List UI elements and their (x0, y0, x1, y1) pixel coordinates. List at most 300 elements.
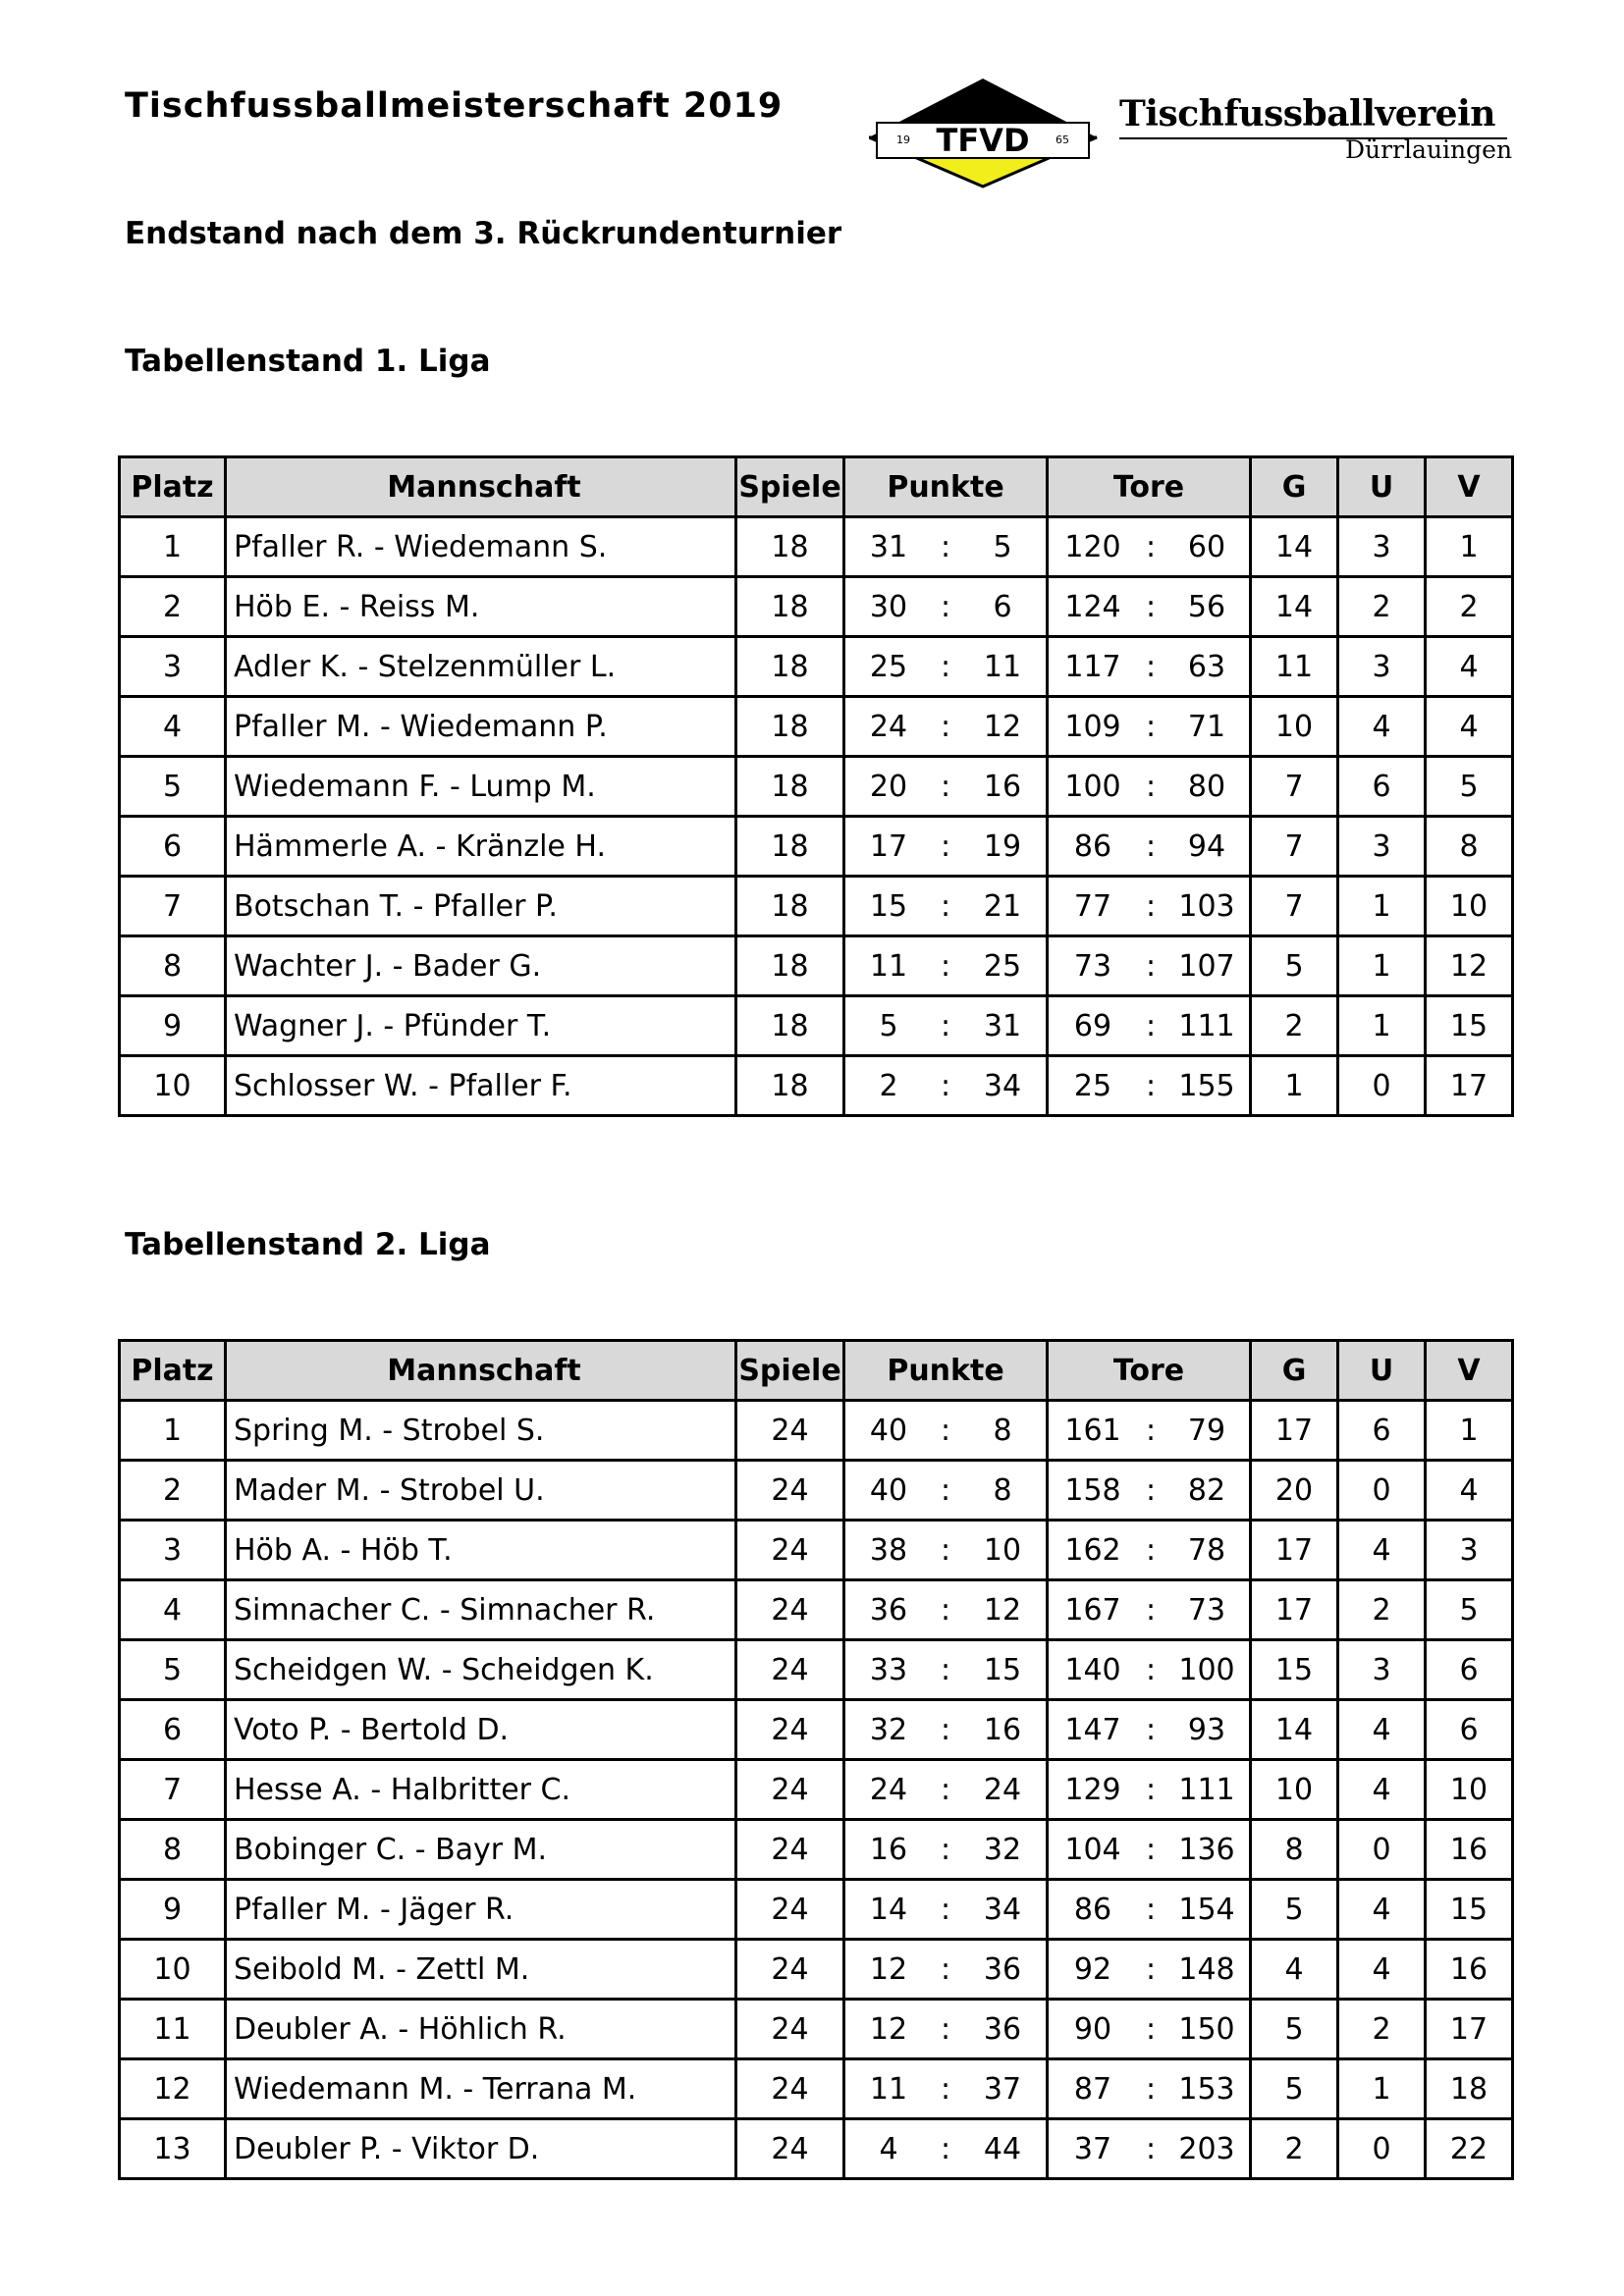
wins-cell: 4 (1251, 1940, 1338, 2000)
tore-cell-minus: 78 (1187, 1532, 1226, 1568)
team-name-cell: Bobinger C. - Bayr M. (226, 1820, 736, 1880)
punkte-cell-pair (845, 1414, 1046, 1448)
punkte-cell-plus: 30 (869, 589, 908, 624)
tore-cell-separator: : (1145, 1951, 1157, 1987)
tore-cell-plus: 129 (1064, 1772, 1121, 1807)
platz-cell: 12 (120, 2059, 226, 2119)
tore-cell-pair (1049, 530, 1249, 564)
punkte-cell-plus: 24 (869, 1772, 908, 1807)
punkte-cell-minus: 21 (983, 888, 1022, 924)
tore-cell-pair (1049, 889, 1249, 924)
punkte-cell-minus: 37 (983, 2071, 1022, 2107)
punkte-cell-minus: 8 (993, 1472, 1012, 1508)
punkte-cell-pair (845, 650, 1046, 684)
punkte-cell-separator: : (940, 769, 951, 804)
table-row (120, 757, 1513, 817)
punkte-cell-minus: 12 (983, 709, 1022, 744)
punkte-cell-minus: 12 (983, 1592, 1022, 1628)
spiele-cell: 18 (736, 996, 844, 1056)
tore-cell-separator: : (1145, 1832, 1157, 1867)
punkte-cell-minus: 25 (983, 948, 1022, 984)
tore-cell-pair (1049, 1713, 1249, 1747)
header-u: U (1338, 457, 1426, 517)
table-row (120, 1056, 1513, 1116)
punkte-cell-plus: 14 (869, 1892, 908, 1927)
tore-cell-minus: 148 (1178, 1951, 1235, 1987)
tore-cell-separator: : (1145, 769, 1157, 804)
tore-cell-separator: : (1145, 2011, 1157, 2047)
wins-cell: 7 (1251, 817, 1338, 877)
header-tore: Tore (1048, 457, 1251, 517)
tore-cell-minus: 150 (1178, 2011, 1235, 2047)
losses-cell: 3 (1426, 1521, 1513, 1580)
tore-cell-plus: 140 (1064, 1652, 1121, 1687)
wins-cell: 17 (1251, 1580, 1338, 1640)
wins-cell: 7 (1251, 877, 1338, 936)
team-name-cell: Botschan T. - Pfaller P. (226, 877, 736, 936)
tore-cell (1048, 1940, 1251, 2000)
punkte-cell (844, 2000, 1048, 2059)
punkte-cell-separator: : (940, 1951, 951, 1987)
tore-cell-minus: 56 (1187, 589, 1226, 624)
tore-cell (1048, 1640, 1251, 1700)
punkte-cell-pair (845, 829, 1046, 864)
platz-cell: 8 (120, 1820, 226, 1880)
punkte-cell-minus: 36 (983, 1951, 1022, 1987)
losses-cell: 4 (1426, 637, 1513, 697)
punkte-cell-plus: 16 (869, 1832, 908, 1867)
tore-cell-plus: 92 (1073, 1951, 1112, 1987)
draws-cell: 4 (1338, 1940, 1426, 2000)
league-2-table (118, 1339, 1514, 2180)
table-row (120, 1521, 1513, 1580)
tore-cell (1048, 1880, 1251, 1940)
tore-cell-plus: 77 (1073, 888, 1112, 924)
platz-cell: 2 (120, 577, 226, 637)
spiele-cell: 18 (736, 577, 844, 637)
table-row (120, 637, 1513, 697)
punkte-cell-minus: 34 (983, 1892, 1022, 1927)
team-name-cell: Wachter J. - Bader G. (226, 936, 736, 996)
platz-cell: 1 (120, 1401, 226, 1461)
draws-cell: 0 (1338, 1056, 1426, 1116)
tore-cell-separator: : (1145, 649, 1157, 684)
spiele-cell: 18 (736, 517, 844, 577)
punkte-cell (844, 1521, 1048, 1580)
punkte-cell-plus: 2 (879, 1068, 898, 1103)
punkte-cell-pair (845, 1952, 1046, 1987)
header-g: G (1251, 1341, 1338, 1401)
punkte-cell (844, 1880, 1048, 1940)
punkte-cell-minus: 10 (983, 1532, 1022, 1568)
team-name-cell: Höb E. - Reiss M. (226, 577, 736, 637)
table-row (120, 1880, 1513, 1940)
tore-cell (1048, 1820, 1251, 1880)
team-name-cell: Simnacher C. - Simnacher R. (226, 1580, 736, 1640)
team-name-cell: Wiedemann M. - Terrana M. (226, 2059, 736, 2119)
punkte-cell-minus: 11 (983, 649, 1022, 684)
tore-cell-plus: 90 (1073, 2011, 1112, 2047)
punkte-cell-pair (845, 1473, 1046, 1508)
punkte-cell-minus: 34 (983, 1068, 1022, 1103)
punkte-cell-pair (845, 1833, 1046, 1867)
spiele-cell: 18 (736, 1056, 844, 1116)
punkte-cell (844, 577, 1048, 637)
punkte-cell-separator: : (940, 1008, 951, 1043)
tore-cell (1048, 1401, 1251, 1461)
tore-cell-minus: 153 (1178, 2071, 1235, 2107)
platz-cell: 10 (120, 1056, 226, 1116)
draws-cell: 6 (1338, 1401, 1426, 1461)
punkte-cell-plus: 33 (869, 1652, 908, 1687)
wins-cell: 11 (1251, 637, 1338, 697)
league-1-heading: Tabellenstand 1. Liga (125, 344, 491, 379)
platz-cell: 4 (120, 1580, 226, 1640)
punkte-cell-pair (845, 770, 1046, 804)
team-name-cell: Scheidgen W. - Scheidgen K. (226, 1640, 736, 1700)
tore-cell-separator: : (1145, 1008, 1157, 1043)
spiele-cell: 18 (736, 637, 844, 697)
punkte-cell-pair (845, 1653, 1046, 1687)
punkte-cell-separator: : (940, 1652, 951, 1687)
punkte-cell (844, 817, 1048, 877)
tore-cell-minus: 100 (1178, 1652, 1235, 1687)
spiele-cell: 24 (736, 1760, 844, 1820)
header-platz: Platz (120, 1341, 226, 1401)
table-row (120, 2119, 1513, 2179)
tore-cell-minus: 80 (1187, 769, 1226, 804)
punkte-cell-minus: 31 (983, 1008, 1022, 1043)
table-row (120, 1461, 1513, 1521)
header-mannschaft: Mannschaft (226, 457, 736, 517)
punkte-cell-separator: : (940, 589, 951, 624)
losses-cell: 6 (1426, 1700, 1513, 1760)
tore-cell (1048, 1580, 1251, 1640)
losses-cell: 8 (1426, 817, 1513, 877)
tore-cell (1048, 2119, 1251, 2179)
header-tore: Tore (1048, 1341, 1251, 1401)
platz-cell: 7 (120, 877, 226, 936)
tore-cell-separator: : (1145, 1712, 1157, 1747)
table-row (120, 1700, 1513, 1760)
spiele-cell: 24 (736, 1940, 844, 2000)
losses-cell: 15 (1426, 996, 1513, 1056)
tore-cell-pair (1049, 949, 1249, 984)
tore-cell (1048, 1056, 1251, 1116)
tore-cell-minus: 79 (1187, 1413, 1226, 1448)
tore-cell (1048, 817, 1251, 877)
wins-cell: 17 (1251, 1401, 1338, 1461)
tore-cell-plus: 109 (1064, 709, 1121, 744)
tore-cell-separator: : (1145, 589, 1157, 624)
team-name-cell: Wiedemann F. - Lump M. (226, 757, 736, 817)
tore-cell-plus: 147 (1064, 1712, 1121, 1747)
punkte-cell-minus: 24 (983, 1772, 1022, 1807)
draws-cell: 0 (1338, 2119, 1426, 2179)
tore-cell-plus: 86 (1073, 1892, 1112, 1927)
tore-cell-plus: 117 (1064, 649, 1121, 684)
tore-cell-minus: 154 (1178, 1892, 1235, 1927)
tore-cell-plus: 87 (1073, 2071, 1112, 2107)
tore-cell-plus: 158 (1064, 1472, 1121, 1508)
wins-cell: 10 (1251, 1760, 1338, 1820)
tore-cell-plus: 161 (1064, 1413, 1121, 1448)
page-subtitle: Endstand nach dem 3. Rückrundenturnier (125, 216, 842, 251)
tore-cell (1048, 1461, 1251, 1521)
platz-cell: 8 (120, 936, 226, 996)
team-name-cell: Hesse A. - Halbritter C. (226, 1760, 736, 1820)
spiele-cell: 24 (736, 2059, 844, 2119)
losses-cell: 1 (1426, 517, 1513, 577)
punkte-cell-separator: : (940, 1068, 951, 1103)
tore-cell-separator: : (1145, 1652, 1157, 1687)
punkte-cell-minus: 5 (993, 529, 1012, 564)
wins-cell: 17 (1251, 1521, 1338, 1580)
punkte-cell-separator: : (940, 2071, 951, 2107)
tore-cell-pair (1049, 590, 1249, 624)
punkte-cell-plus: 40 (869, 1413, 908, 1448)
platz-cell: 6 (120, 1700, 226, 1760)
tore-cell-separator: : (1145, 948, 1157, 984)
tore-cell-separator: : (1145, 888, 1157, 924)
header-mannschaft: Mannschaft (226, 1341, 736, 1401)
platz-cell: 3 (120, 637, 226, 697)
tore-cell-separator: : (1145, 1532, 1157, 1568)
platz-cell: 5 (120, 757, 226, 817)
punkte-cell (844, 877, 1048, 936)
punkte-cell-separator: : (940, 2011, 951, 2047)
punkte-cell-separator: : (940, 1592, 951, 1628)
losses-cell: 15 (1426, 1880, 1513, 1940)
tore-cell-minus: 82 (1187, 1472, 1226, 1508)
wins-cell: 5 (1251, 936, 1338, 996)
table-row (120, 936, 1513, 996)
punkte-cell-pair (845, 710, 1046, 744)
draws-cell: 3 (1338, 637, 1426, 697)
draws-cell: 6 (1338, 757, 1426, 817)
tore-cell-pair (1049, 1833, 1249, 1867)
wins-cell: 15 (1251, 1640, 1338, 1700)
table-row (120, 517, 1513, 577)
punkte-cell-plus: 12 (869, 1951, 908, 1987)
punkte-cell (844, 757, 1048, 817)
punkte-cell-plus: 4 (879, 2131, 898, 2166)
platz-cell: 13 (120, 2119, 226, 2179)
platz-cell: 7 (120, 1760, 226, 1820)
punkte-cell-separator: : (940, 1472, 951, 1508)
tore-cell-minus: 93 (1187, 1712, 1226, 1747)
tore-cell-minus: 155 (1178, 1068, 1235, 1103)
wins-cell: 8 (1251, 1820, 1338, 1880)
tore-cell-pair (1049, 710, 1249, 744)
spiele-cell: 18 (736, 877, 844, 936)
wins-cell: 14 (1251, 1700, 1338, 1760)
tore-cell-minus: 71 (1187, 709, 1226, 744)
draws-cell: 4 (1338, 697, 1426, 757)
punkte-cell-plus: 24 (869, 709, 908, 744)
punkte-cell-separator: : (940, 1413, 951, 1448)
spiele-cell: 18 (736, 697, 844, 757)
tore-cell-separator: : (1145, 1068, 1157, 1103)
team-name-cell: Seibold M. - Zettl M. (226, 1940, 736, 2000)
punkte-cell-minus: 19 (983, 828, 1022, 864)
logo-year-left: 19 (896, 133, 910, 146)
tore-cell-plus: 73 (1073, 948, 1112, 984)
punkte-cell-separator: : (940, 649, 951, 684)
punkte-cell (844, 637, 1048, 697)
club-town: Dürrlauingen (1345, 135, 1513, 164)
punkte-cell-pair (845, 2132, 1046, 2166)
punkte-cell-separator: : (940, 888, 951, 924)
platz-cell: 10 (120, 1940, 226, 2000)
losses-cell: 10 (1426, 1760, 1513, 1820)
losses-cell: 2 (1426, 577, 1513, 637)
draws-cell: 0 (1338, 1820, 1426, 1880)
team-name-cell: Schlosser W. - Pfaller F. (226, 1056, 736, 1116)
wins-cell: 2 (1251, 2119, 1338, 2179)
wins-cell: 5 (1251, 2059, 1338, 2119)
table-row (120, 1940, 1513, 2000)
wins-cell: 10 (1251, 697, 1338, 757)
logo-abbr: TFVD (936, 122, 1030, 159)
punkte-cell-plus: 31 (869, 529, 908, 564)
tore-cell-minus: 107 (1178, 948, 1235, 984)
punkte-cell-pair (845, 1713, 1046, 1747)
platz-cell: 4 (120, 697, 226, 757)
page-title: Tischfussballmeisterschaft 2019 (125, 86, 784, 126)
tore-cell (1048, 2059, 1251, 2119)
header-punkte: Punkte (844, 457, 1048, 517)
platz-cell: 3 (120, 1521, 226, 1580)
tore-cell (1048, 877, 1251, 936)
table-row (120, 1580, 1513, 1640)
team-name-cell: Mader M. - Strobel U. (226, 1461, 736, 1521)
punkte-cell-pair (845, 2012, 1046, 2047)
punkte-cell-minus: 15 (983, 1652, 1022, 1687)
table-row (120, 2059, 1513, 2119)
team-name-cell: Pfaller M. - Jäger R. (226, 1880, 736, 1940)
tore-cell-minus: 136 (1178, 1832, 1235, 1867)
spiele-cell: 24 (736, 2000, 844, 2059)
punkte-cell-pair (845, 1069, 1046, 1103)
punkte-cell-plus: 38 (869, 1532, 908, 1568)
spiele-cell: 24 (736, 1880, 844, 1940)
punkte-cell-plus: 12 (869, 2011, 908, 2047)
spiele-cell: 24 (736, 2119, 844, 2179)
punkte-cell (844, 1401, 1048, 1461)
wins-cell: 1 (1251, 1056, 1338, 1116)
spiele-cell: 24 (736, 1580, 844, 1640)
table-row (120, 1640, 1513, 1700)
tore-cell (1048, 996, 1251, 1056)
tore-cell (1048, 757, 1251, 817)
punkte-cell (844, 1820, 1048, 1880)
tore-cell-separator: : (1145, 1892, 1157, 1927)
tore-cell-pair (1049, 1773, 1249, 1807)
losses-cell: 16 (1426, 1820, 1513, 1880)
league-1-table (118, 455, 1514, 1117)
table-row (120, 1760, 1513, 1820)
team-name-cell: Voto P. - Bertold D. (226, 1700, 736, 1760)
punkte-cell-separator: : (940, 1892, 951, 1927)
spiele-cell: 24 (736, 1700, 844, 1760)
punkte-cell-separator: : (940, 828, 951, 864)
wins-cell: 2 (1251, 996, 1338, 1056)
punkte-cell-plus: 20 (869, 769, 908, 804)
punkte-cell (844, 1056, 1048, 1116)
tore-cell-pair (1049, 650, 1249, 684)
team-name-cell: Adler K. - Stelzenmüller L. (226, 637, 736, 697)
draws-cell: 2 (1338, 577, 1426, 637)
punkte-cell-plus: 15 (869, 888, 908, 924)
wins-cell: 20 (1251, 1461, 1338, 1521)
punkte-cell-pair (845, 1773, 1046, 1807)
losses-cell: 17 (1426, 1056, 1513, 1116)
tore-cell-plus: 124 (1064, 589, 1121, 624)
wins-cell: 5 (1251, 2000, 1338, 2059)
punkte-cell-pair (845, 1593, 1046, 1628)
punkte-cell-separator: : (940, 1532, 951, 1568)
punkte-cell-separator: : (940, 948, 951, 984)
tore-cell-separator: : (1145, 709, 1157, 744)
draws-cell: 1 (1338, 2059, 1426, 2119)
wins-cell: 14 (1251, 577, 1338, 637)
tore-cell-pair (1049, 1893, 1249, 1927)
punkte-cell (844, 1760, 1048, 1820)
draws-cell: 0 (1338, 1461, 1426, 1521)
draws-cell: 3 (1338, 817, 1426, 877)
platz-cell: 9 (120, 1880, 226, 1940)
punkte-cell-plus: 5 (879, 1008, 898, 1043)
spiele-cell: 18 (736, 757, 844, 817)
punkte-cell-pair (845, 949, 1046, 984)
tore-cell (1048, 697, 1251, 757)
losses-cell: 5 (1426, 1580, 1513, 1640)
team-name-cell: Deubler A. - Höhlich R. (226, 2000, 736, 2059)
tore-cell-plus: 162 (1064, 1532, 1121, 1568)
losses-cell: 18 (1426, 2059, 1513, 2119)
punkte-cell (844, 517, 1048, 577)
tore-cell-separator: : (1145, 1413, 1157, 1448)
tore-cell (1048, 2000, 1251, 2059)
tore-cell-plus: 37 (1073, 2131, 1112, 2166)
punkte-cell-separator: : (940, 1772, 951, 1807)
draws-cell: 4 (1338, 1521, 1426, 1580)
punkte-cell-plus: 36 (869, 1592, 908, 1628)
tore-cell-pair (1049, 1414, 1249, 1448)
punkte-cell-pair (845, 590, 1046, 624)
losses-cell: 16 (1426, 1940, 1513, 2000)
tore-cell-pair (1049, 1593, 1249, 1628)
draws-cell: 3 (1338, 1640, 1426, 1700)
table-row (120, 817, 1513, 877)
punkte-cell-plus: 40 (869, 1472, 908, 1508)
tore-cell-minus: 60 (1187, 529, 1226, 564)
header-u: U (1338, 1341, 1426, 1401)
table-row (120, 1401, 1513, 1461)
draws-cell: 1 (1338, 936, 1426, 996)
tore-cell (1048, 517, 1251, 577)
punkte-cell-pair (845, 2072, 1046, 2107)
platz-cell: 6 (120, 817, 226, 877)
tore-cell (1048, 1760, 1251, 1820)
punkte-cell-plus: 32 (869, 1712, 908, 1747)
losses-cell: 10 (1426, 877, 1513, 936)
wins-cell: 7 (1251, 757, 1338, 817)
table-row (120, 877, 1513, 936)
losses-cell: 22 (1426, 2119, 1513, 2179)
tore-cell-separator: : (1145, 1472, 1157, 1508)
